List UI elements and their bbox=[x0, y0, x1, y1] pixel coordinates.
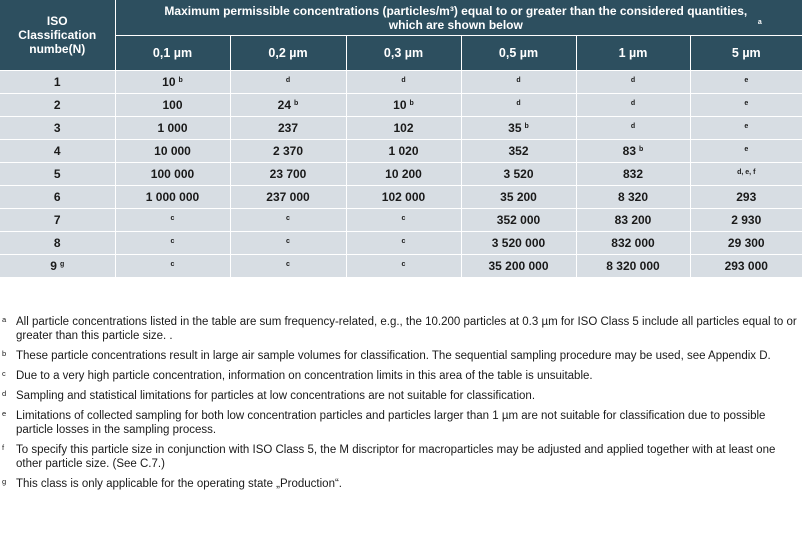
concentration-cell bbox=[576, 163, 690, 186]
footnote-key: b bbox=[2, 349, 7, 358]
concentration-value: 10 000 bbox=[154, 144, 191, 158]
concentration-value: 83 200 bbox=[614, 213, 652, 227]
concentration-value: 237 000 bbox=[266, 190, 310, 204]
footnote-key: c bbox=[2, 369, 6, 378]
iso-class-cell bbox=[0, 140, 115, 163]
footnotes bbox=[0, 315, 802, 497]
particle-size-header: 0,1 µm bbox=[115, 36, 230, 71]
particle-size-header: 5 µm bbox=[690, 36, 802, 71]
concentration-cell bbox=[576, 140, 690, 163]
concentration-cell bbox=[230, 186, 346, 209]
iso-class-value: 5 bbox=[53, 167, 61, 181]
concentration-cell bbox=[461, 71, 576, 94]
iso-class-value: 3 bbox=[53, 121, 61, 135]
table-row bbox=[0, 255, 802, 278]
footnote-mark: c bbox=[286, 261, 290, 268]
iso-class-cell bbox=[0, 186, 115, 209]
concentration-cell bbox=[115, 209, 230, 232]
concentration-cell bbox=[690, 163, 802, 186]
concentration-cell bbox=[346, 232, 461, 255]
concentration-cell bbox=[576, 186, 690, 209]
concentration-cell bbox=[690, 255, 802, 278]
concentration-cell bbox=[346, 71, 461, 94]
footnote-mark: e bbox=[744, 100, 749, 107]
particle-size-header: 1 µm bbox=[576, 36, 690, 71]
concentration-value: 1 000 bbox=[157, 121, 188, 135]
footnote-text: These particle concentrations result in large air sample volumes for classification. The sequential sampling procedure may be used, see Appendix D. bbox=[16, 350, 771, 362]
concentration-cell bbox=[576, 71, 690, 94]
footnote-key: g bbox=[2, 477, 7, 486]
iso-class-value: 9 bbox=[50, 259, 57, 273]
concentration-cell bbox=[115, 163, 230, 186]
concentration-cell bbox=[690, 94, 802, 117]
iso-class-value: 4 bbox=[53, 144, 61, 158]
footnote-mark: e bbox=[744, 123, 749, 130]
table-row bbox=[0, 186, 802, 209]
footnote-g bbox=[0, 477, 802, 491]
concentration-value: 293 bbox=[736, 190, 757, 204]
footnote-mark: b bbox=[178, 77, 183, 84]
concentration-group-header bbox=[115, 0, 802, 36]
concentration-value: 23 700 bbox=[269, 167, 307, 181]
concentration-value: 3 520 bbox=[503, 167, 534, 181]
iso-class-cell bbox=[0, 71, 115, 94]
footnote-text: This class is only applicable for the operating state „Production“. bbox=[16, 478, 342, 490]
footnote-mark: c bbox=[286, 215, 290, 222]
concentration-cell bbox=[230, 163, 346, 186]
iso-class-value: 1 bbox=[53, 75, 61, 89]
footnote-e bbox=[0, 409, 802, 437]
table-row bbox=[0, 140, 802, 163]
table-row bbox=[0, 209, 802, 232]
concentration-cell bbox=[690, 186, 802, 209]
concentration-value: 352 000 bbox=[496, 213, 541, 227]
table-row bbox=[0, 94, 802, 117]
iso-class-cell bbox=[0, 255, 115, 278]
iso-class-value: 7 bbox=[53, 213, 61, 227]
footnote-mark: c bbox=[170, 238, 175, 245]
iso-class-header-label: ISO Classification numbe(N) bbox=[18, 14, 97, 56]
footnote-mark: c bbox=[170, 215, 175, 222]
footnote-text: Sampling and statistical limitations for particles at low concentrations are not suitable for classification. bbox=[16, 390, 536, 402]
concentration-cell bbox=[230, 140, 346, 163]
concentration-cell bbox=[115, 117, 230, 140]
concentration-value: 832 bbox=[622, 167, 644, 181]
concentration-value: 2 930 bbox=[731, 213, 762, 227]
iso-class-cell bbox=[0, 209, 115, 232]
concentration-value: 10 bbox=[162, 75, 176, 89]
concentration-cell bbox=[115, 71, 230, 94]
concentration-value: 102 000 bbox=[381, 190, 426, 204]
concentration-cell bbox=[576, 255, 690, 278]
footnote-mark: d bbox=[516, 77, 521, 84]
concentration-value: 29 300 bbox=[727, 236, 765, 250]
footnote-mark: e bbox=[744, 77, 749, 84]
iso-class-cell bbox=[0, 232, 115, 255]
iso-class-cell bbox=[0, 163, 115, 186]
footnote-b bbox=[0, 349, 802, 363]
footnote-mark: d bbox=[630, 123, 636, 130]
footnote-mark: b bbox=[639, 146, 644, 153]
concentration-value: 24 bbox=[277, 98, 292, 112]
concentration-cell bbox=[576, 209, 690, 232]
footnote-mark: c bbox=[401, 238, 406, 245]
concentration-cell bbox=[346, 209, 461, 232]
concentration-cell bbox=[461, 117, 576, 140]
concentration-value: 100 000 bbox=[150, 167, 195, 181]
concentration-cell bbox=[576, 232, 690, 255]
footnote-key: d bbox=[2, 389, 7, 398]
footnote-mark: d bbox=[285, 77, 291, 84]
concentration-cell bbox=[461, 163, 576, 186]
concentration-cell bbox=[576, 117, 690, 140]
particle-size-header: 0,3 µm bbox=[346, 36, 461, 71]
concentration-value: 83 bbox=[622, 144, 637, 158]
concentration-cell bbox=[230, 209, 346, 232]
footnote-a bbox=[0, 315, 802, 343]
concentration-cell bbox=[461, 255, 576, 278]
concentration-cell bbox=[690, 209, 802, 232]
footnote-key: f bbox=[2, 443, 5, 452]
concentration-cell bbox=[346, 117, 461, 140]
concentration-value: 10 bbox=[393, 98, 407, 112]
footnote-mark: e bbox=[744, 146, 749, 153]
footnote-text: To specify this particle size in conjunction with ISO Class 5, the M discriptor for macroparticles may be adjusted and applied together with at least one other particle size. (See C.7.) bbox=[16, 444, 776, 470]
concentration-value: 8 320 bbox=[617, 190, 649, 204]
concentration-value: 10 200 bbox=[385, 167, 422, 181]
concentration-cell bbox=[346, 163, 461, 186]
concentration-value: 832 000 bbox=[611, 236, 655, 250]
iso-class-value: 8 bbox=[53, 236, 61, 250]
footnote-mark: b bbox=[409, 100, 414, 107]
iso-class-value: 6 bbox=[53, 190, 61, 204]
concentration-cell bbox=[346, 140, 461, 163]
concentration-cell bbox=[461, 186, 576, 209]
table-row bbox=[0, 117, 802, 140]
concentration-cell bbox=[576, 94, 690, 117]
concentration-cell bbox=[690, 140, 802, 163]
footnote-mark: b bbox=[294, 100, 299, 107]
footnote-mark: b bbox=[524, 123, 529, 130]
concentration-cell bbox=[230, 117, 346, 140]
footnote-text: Due to a very high particle concentration, information on concentration limits in this area of the table is unsuitable. bbox=[16, 370, 593, 382]
concentration-cell bbox=[461, 94, 576, 117]
iso-class-cell bbox=[0, 117, 115, 140]
concentration-value: 35 200 000 bbox=[488, 259, 549, 273]
concentration-group-label: Maximum permissible concentrations (particles/m³) equal to or greater than the considered quantities, which are shown below bbox=[164, 3, 748, 32]
footnote-mark: d bbox=[516, 100, 521, 107]
concentration-value: 2 370 bbox=[272, 144, 304, 158]
concentration-value: 1 000 000 bbox=[145, 190, 200, 204]
iso-class-value: 2 bbox=[53, 98, 61, 112]
footnote-mark: c bbox=[401, 261, 406, 268]
concentration-cell bbox=[115, 255, 230, 278]
concentration-cell bbox=[461, 140, 576, 163]
concentration-value: 237 bbox=[277, 121, 299, 135]
concentration-cell bbox=[115, 94, 230, 117]
concentration-value: 35 bbox=[508, 121, 522, 135]
particle-size-header: 0,5 µm bbox=[461, 36, 576, 71]
concentration-cell bbox=[690, 117, 802, 140]
footnote-text: Limitations of collected sampling for both low concentration particles and particles larger than 1 µm are not suitable for classification due to possible particle losses in the sampling process. bbox=[16, 410, 766, 436]
concentration-cell bbox=[461, 209, 576, 232]
table-row bbox=[0, 232, 802, 255]
footnote-mark: g bbox=[59, 261, 65, 268]
footnote-key: a bbox=[2, 315, 7, 324]
footnote-mark: d, e, f bbox=[737, 169, 756, 176]
concentration-value: 1 020 bbox=[388, 144, 419, 158]
particle-size-header: 0,2 µm bbox=[230, 36, 346, 71]
concentration-cell bbox=[230, 255, 346, 278]
footnote-c bbox=[0, 369, 802, 383]
footnote-mark: d bbox=[401, 77, 406, 84]
footnote-mark: c bbox=[401, 215, 406, 222]
concentration-value: 3 520 000 bbox=[491, 236, 546, 250]
concentration-value: 100 bbox=[162, 98, 183, 112]
concentration-value: 293 000 bbox=[724, 259, 768, 273]
iso-class-column-header bbox=[0, 0, 115, 71]
concentration-cell bbox=[690, 71, 802, 94]
concentration-value: 102 bbox=[393, 121, 414, 135]
concentration-cell bbox=[230, 94, 346, 117]
concentration-value: 352 bbox=[508, 144, 529, 158]
concentration-cell bbox=[346, 186, 461, 209]
concentration-cell bbox=[461, 232, 576, 255]
concentration-cell bbox=[346, 255, 461, 278]
concentration-cell bbox=[346, 94, 461, 117]
footnote-mark: d bbox=[630, 77, 636, 84]
footnote-mark: d bbox=[630, 100, 636, 107]
concentration-value: 8 320 000 bbox=[606, 259, 660, 273]
footnote-mark: c bbox=[286, 238, 290, 245]
concentration-cell bbox=[230, 232, 346, 255]
group-footnote-mark: a bbox=[757, 18, 762, 26]
footnote-f bbox=[0, 443, 802, 471]
concentration-value: 35 200 bbox=[500, 190, 537, 204]
concentration-cell bbox=[115, 140, 230, 163]
table-row bbox=[0, 71, 802, 94]
iso-class-cell bbox=[0, 94, 115, 117]
footnote-mark: c bbox=[170, 261, 175, 268]
concentration-cell bbox=[115, 232, 230, 255]
concentration-cell bbox=[230, 71, 346, 94]
concentration-cell bbox=[115, 186, 230, 209]
footnote-d bbox=[0, 389, 802, 403]
footnote-key: e bbox=[2, 409, 7, 418]
table-row bbox=[0, 163, 802, 186]
concentration-cell bbox=[690, 232, 802, 255]
footnote-text: All particle concentrations listed in the table are sum frequency-related, e.g., the 10.200 particles at 0.3 µm for ISO Class 5 include all particles equal to or greater than this particle size. . bbox=[16, 316, 797, 342]
